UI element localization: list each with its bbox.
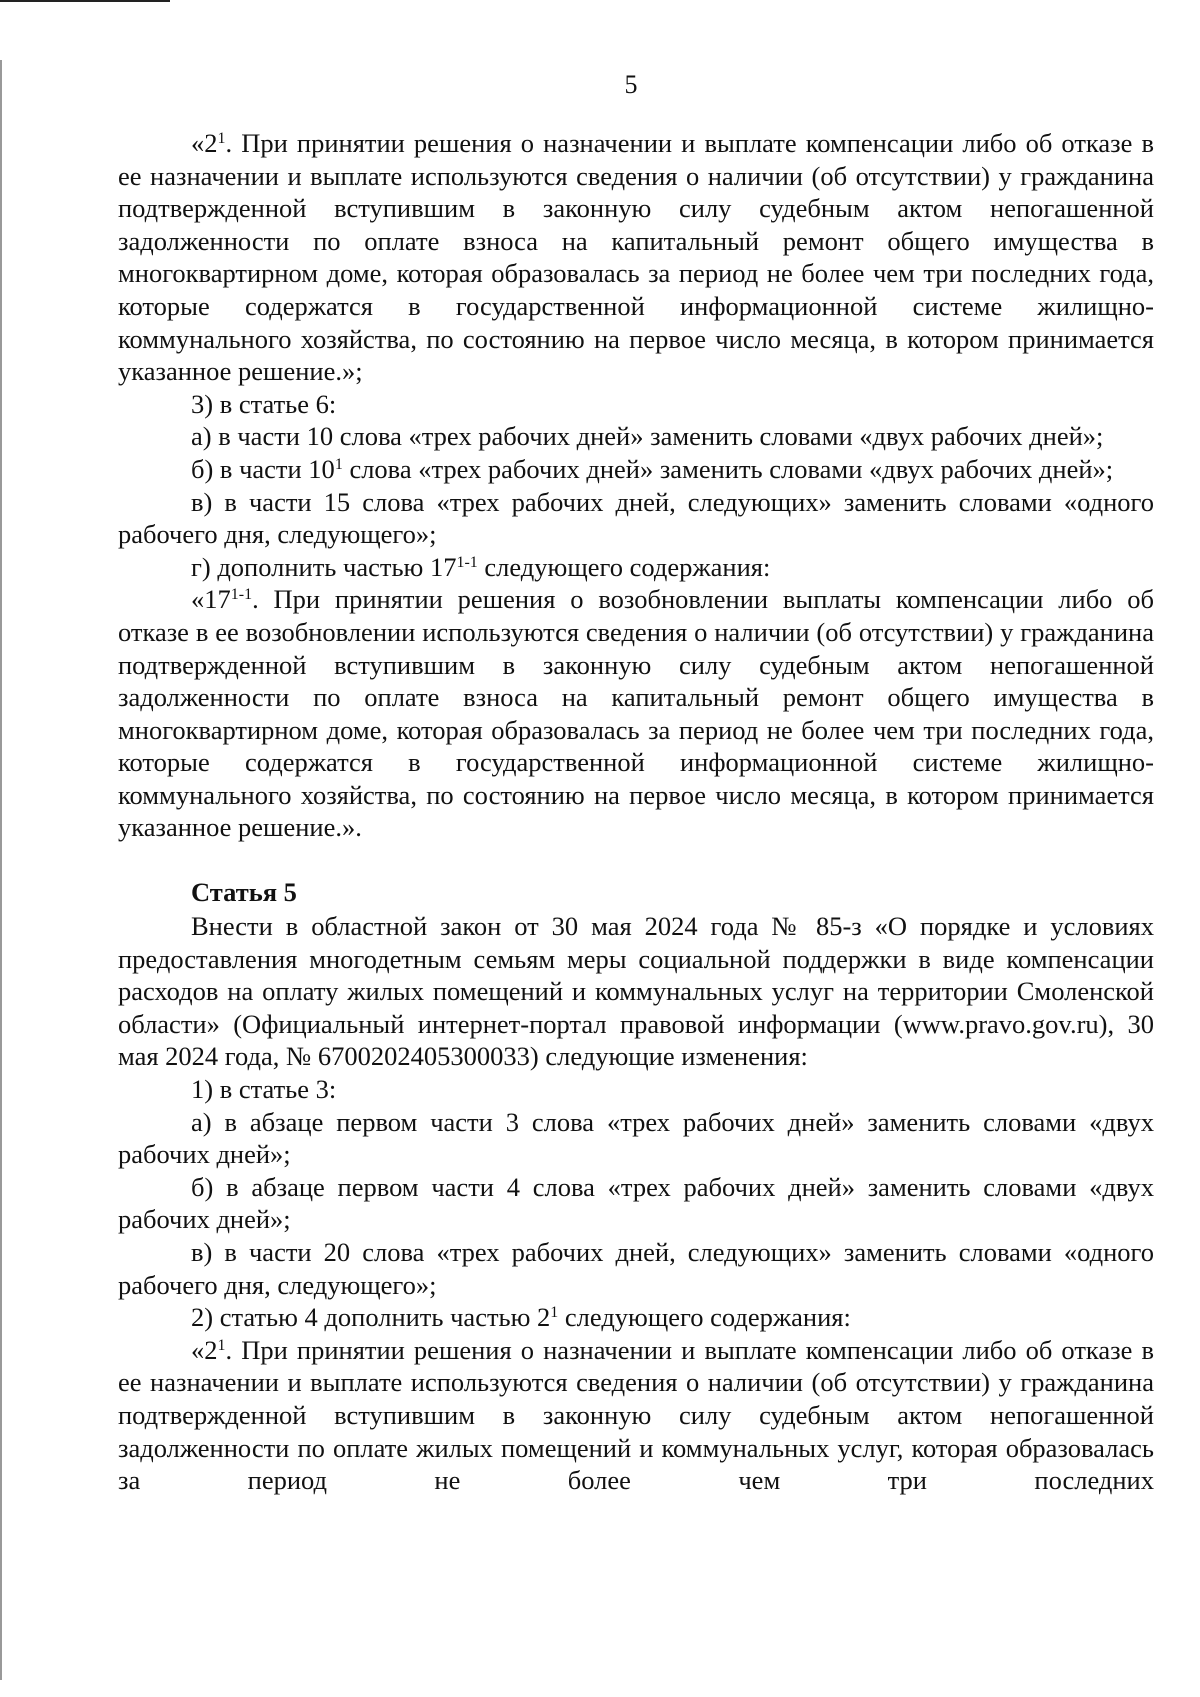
- paragraph-17-1-1: «17$^{1-1}$. При принятии решения о возобновлении выплаты компенсации либо об отказе в ее возобновлении используются сведения о наличии (об отсутствии) у гражданина подтвержденной вступившим в законную силу судебным актом непогашенной задолженности по оплате взноса на капитальный ремонт общего имущества в многоквартирном доме, которая образовалась за период не более чем три последних года, которые содержатся в государственной информационной системе жилищно-коммунального хозяйства, по состоянию на первое число месяца, в котором принимается указанное решение.».: [118, 584, 1154, 843]
- paragraph-item-3a: а) в части 10 слова «трех рабочих дней» заменить словами «двух рабочих дней»;: [191, 421, 1104, 452]
- paragraph-2-1-article-4-new: «$2^1$. При принятии решения о назначении и выплате компенсации либо об отказе в ее назначении и выплате используются сведения о наличии (об отсутствии) у гражданина подтвержденной вступившим в законную силу судебным актом непогашенной задолженности по оплате жилых помещений и коммунальных услуг, которая образовалась за период не более чем три последних: [118, 1334, 1154, 1496]
- paragraph-item-2: 2) статью 4 дополнить частью $2^1$ следующего содержания:: [191, 1302, 851, 1333]
- paragraph-article-5-intro: Внести в областной закон от 30 мая 2024 года № 85-з «О порядке и условиях предоставления многодетным семьям меры социальной поддержки в виде компенсации расходов на оплату жилых помещений и коммунальных услуг на территории Смоленской области» (Официальный интернет-портал правовой информации (www.pravo.gov.ru), 30 мая 2024 года, № 6700202405300033) следующие изменения:: [118, 911, 1154, 1072]
- paragraph-item-1: 1) в статье 3:: [191, 1074, 337, 1105]
- paragraph-item-3: 3) в статье 6:: [191, 388, 337, 419]
- paragraph-item-3b: б) в части $10^1$ слова «трех рабочих дней» заменить словами «двух рабочих дней»;: [191, 453, 1114, 484]
- paragraph-2-1-article-4: «$2^1$. При принятии решения о назначении и выплате компенсации либо об отказе в ее назначении и выплате используются сведения о наличии (об отсутствии) у гражданина подтвержденной вступившим в законную силу судебным актом непогашенной задолженности по оплате взноса на капитальный ремонт общего имущества в многоквартирном доме, которая образовалась за период не более чем три последних года, которые содержатся в государственной информационной системе жилищно-коммунального хозяйства, по состоянию на первое число месяца, в котором принимается указанное решение.»;: [118, 128, 1154, 387]
- page-number: 5: [624, 70, 638, 99]
- paragraph-item-1v: в) в части 20 слова «трех рабочих дней, следующих» заменить словами «одного рабочего дня, следующего»;: [118, 1237, 1154, 1300]
- paragraph-item-3g: г) дополнить частью 17$^{1-1}$ следующего содержания:: [191, 551, 771, 582]
- paragraph-item-1b: б) в абзаце первом части 4 слова «трех рабочих дней» заменить словами «двух рабочих дней»;: [118, 1171, 1154, 1235]
- paragraph-item-3v: в) в части 15 слова «трех рабочих дней, следующих» заменить словами «одного рабочего дня, следующего»;: [118, 486, 1154, 550]
- scan-edge-line: [0, 0, 170, 2]
- paragraph-item-1a: а) в абзаце первом части 3 слова «трех рабочих дней» заменить словами «двух рабочих дней»;: [118, 1106, 1154, 1170]
- page-left-edge: [0, 60, 2, 1680]
- article-5-heading: Статья 5: [191, 877, 297, 908]
- document-body: [118, 127, 1154, 1497]
